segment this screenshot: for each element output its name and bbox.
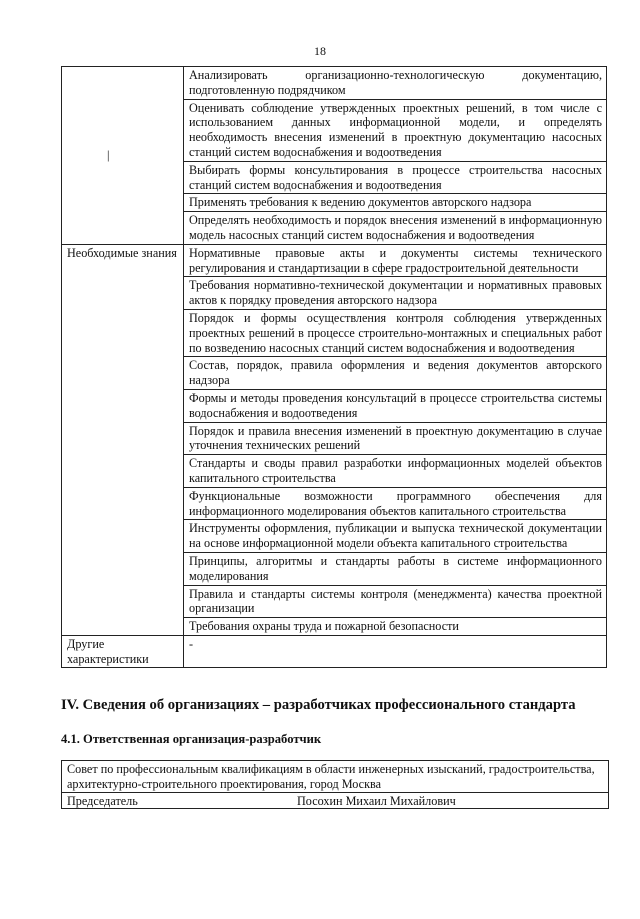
table-row [62,635,607,668]
ability-item: Определять необходимость и порядок внесения изменений в информационную модель насосных станций систем водоснабжения и водоотведения [184,212,607,245]
table-row [62,792,609,809]
knowledge-item: Нормативные правовые акты и документы системы технического регулирования и стандартизации в сфере градостроительной деятельности [184,244,607,277]
knowledge-item: Принципы, алгоритмы и стандарты работы в системе информационного моделирования [184,552,607,585]
knowledge-item: Стандарты и своды правил разработки информационных моделей объектов капитального строительства [184,455,607,488]
page-number: 18 [314,44,326,58]
signature-row [62,792,609,809]
table-row [62,244,607,277]
subsection-heading: 4.1. Ответственная организация-разработчик [61,732,322,746]
ability-item: Анализировать организационно-технологическую документацию, подготовленную подрядчиком [184,67,607,100]
section-heading: IV. Сведения об организациях – разработчиках профессионального стандарта [61,697,576,713]
knowledge-item: Порядок и формы осуществления контроля соблюдения утвержденных проектных решений в процессе строительно-монтажных и специальных работ по возведению насосных станций систем водоснабжения и водоотведения [184,309,607,356]
knowledge-item: Функциональные возможности программного обеспечения для информационного моделирования объектов капитального строительства [184,487,607,520]
knowledge-item: Формы и методы проведения консультаций в процессе строительства системы водоснабжения и водоотведения [184,389,607,422]
skills-table [61,66,607,668]
stray-mark: | [107,147,110,162]
ability-item: Применять требования к ведению документов авторского надзора [184,194,607,212]
knowledge-item: Состав, порядок, правила оформления и ведения документов авторского надзора [184,357,607,390]
org-table [61,760,609,809]
knowledge-item: Порядок и правила внесения изменений в проектную документацию в случае уточнения технических решений [184,422,607,455]
knowledge-item: Правила и стандарты системы контроля (менеджмента) качества проектной организации [184,585,607,618]
table-row [62,761,609,793]
ability-item: Выбирать формы консультирования в процессе строительства насосных станций систем водоснабжения и водоотведения [184,161,607,194]
knowledge-label: Необходимые знания [62,244,184,635]
other-value: - [184,635,607,668]
knowledge-item: Требования нормативно-технической документации и нормативных правовых актов к порядку проведения авторского надзора [184,277,607,310]
abilities-label-cell [62,67,184,245]
knowledge-item: Требования охраны труда и пожарной безопасности [184,618,607,636]
person-name: Посохин Михаил Михайлович [297,793,456,808]
other-label: Другие характеристики [62,635,184,668]
knowledge-item: Инструменты оформления, публикации и выпуска технической документации на основе информационной модели объекта капитального строительства [184,520,607,553]
table-row [62,67,607,100]
ability-item: Оценивать соблюдение утвержденных проектных решений, в том числе с использованием данных информационной модели, и определять необходимость внесения изменений в проектную документацию насосных станций систем водоснабжения и водоотведения [184,99,607,161]
org-name: Совет по профессиональным квалификациям в области инженерных изысканий, градостроительства, архитектурно-строительного проектирования, город Москва [62,761,609,793]
role-label: Председатель [67,793,138,808]
